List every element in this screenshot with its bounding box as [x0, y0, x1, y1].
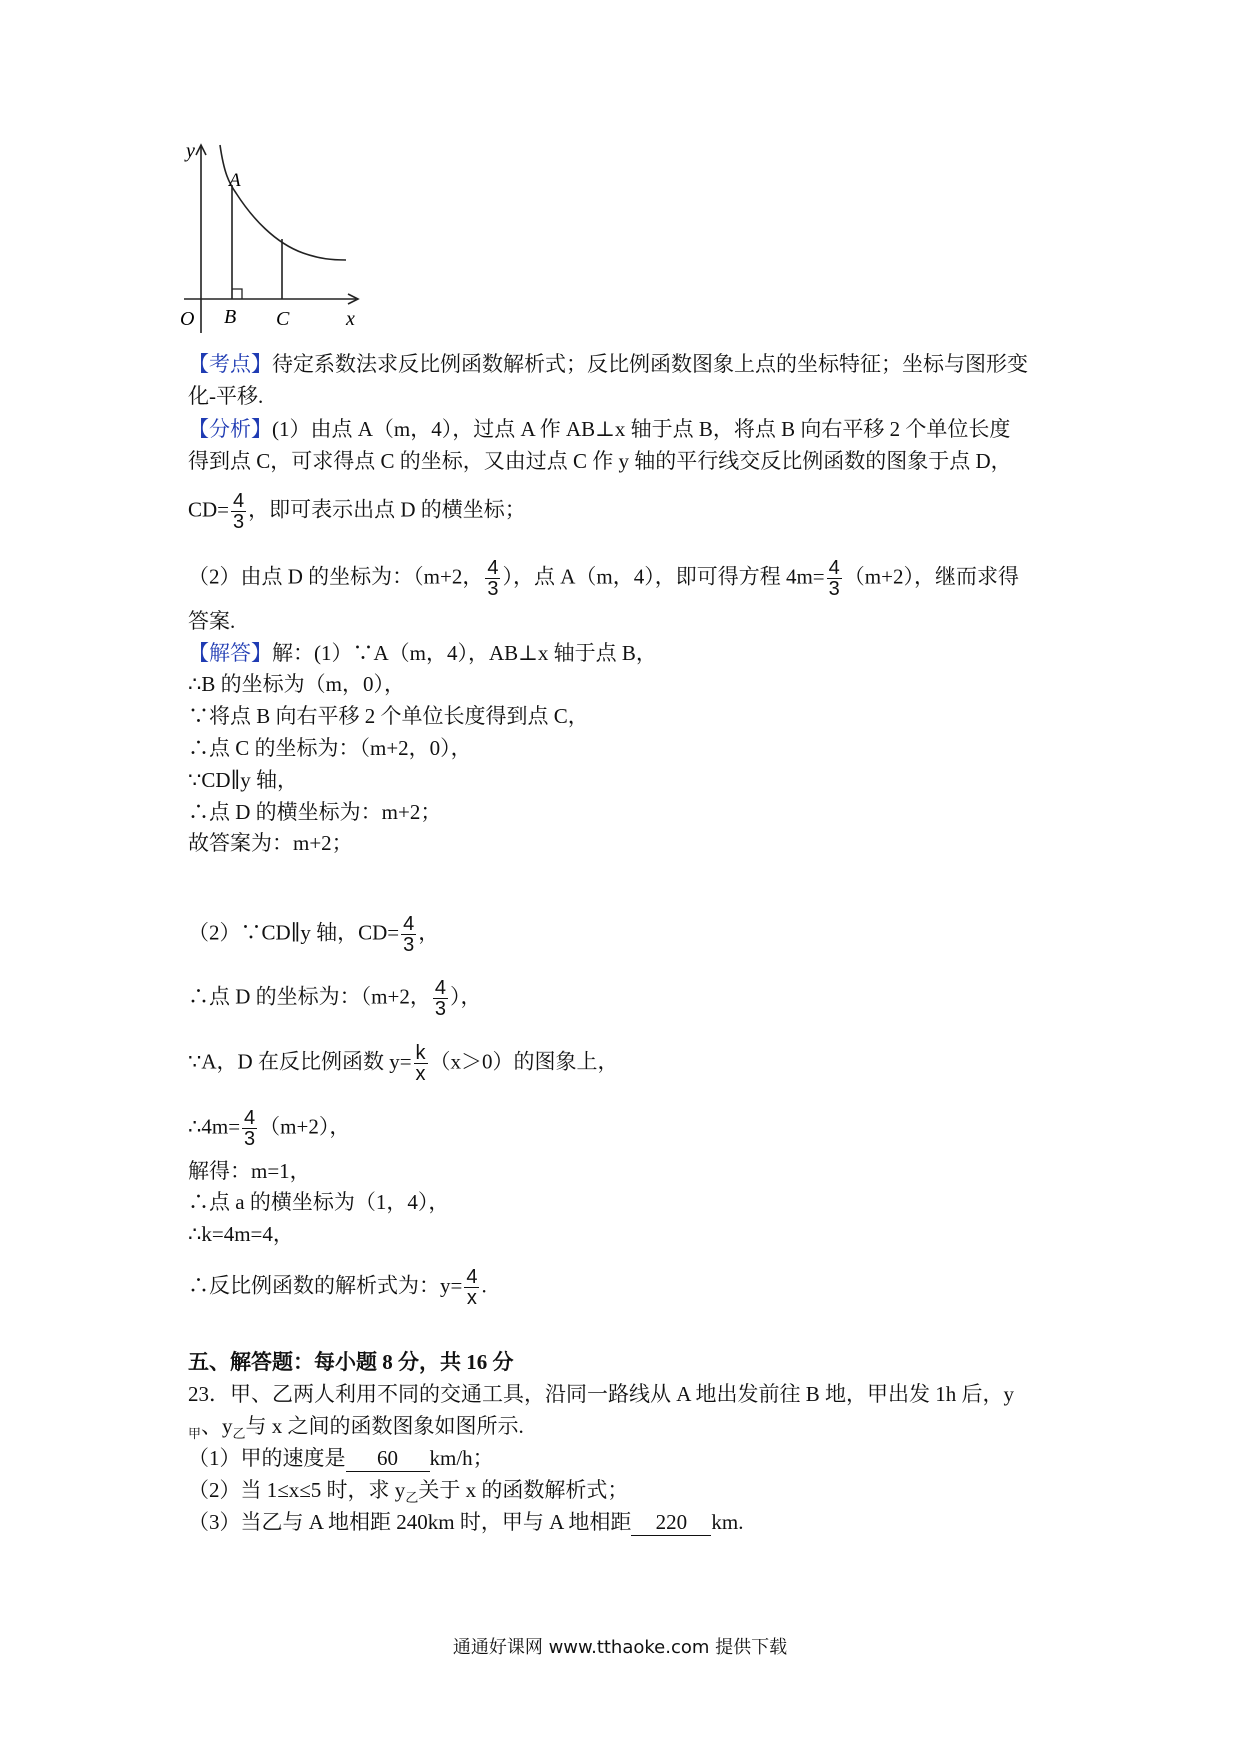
- text: 与 x 之间的函数图象如图所示.: [245, 1414, 524, 1438]
- label-o: O: [180, 308, 195, 330]
- numerator: 4: [403, 913, 415, 935]
- fraction: [414, 1043, 428, 1084]
- denominator: 3: [487, 578, 499, 600]
- text: ∴点 D 的坐标为：（m+2，: [188, 984, 431, 1009]
- text: （m+2），继而求得: [843, 564, 1019, 589]
- jieda-p2-line-6: ∴点 a 的横坐标为（1，4），: [188, 1190, 450, 1214]
- text: （2）由点 D 的坐标为：（m+2，: [188, 564, 484, 589]
- text: 、y: [201, 1414, 233, 1438]
- text: CD=: [188, 497, 230, 522]
- jieda-tag: 【解答】: [188, 641, 272, 665]
- denominator: x: [466, 1287, 477, 1309]
- numerator: k: [415, 1042, 426, 1064]
- fenxi-text-1: (1）由点 A（m，4），过点 A 作 AB⊥x 轴于点 B，将点 B 向右平移 2 个单位长度: [272, 417, 1011, 441]
- section5-heading: 五、解答题：每小题 8 分，共 16 分: [188, 1350, 514, 1374]
- denominator: 3: [828, 578, 840, 600]
- fraction: [485, 558, 500, 599]
- fenxi-line-5: 答案.: [188, 609, 236, 633]
- q23-line-2: [188, 1413, 524, 1447]
- numerator: 4: [434, 977, 446, 999]
- subscript: 乙: [405, 1490, 419, 1505]
- kaodian-tag: 【考点】: [188, 352, 272, 376]
- q23-line-1: 23．甲、乙两人利用不同的交通工具，沿同一路线从 A 地出发前往 B 地，甲出发 1h 后，y: [188, 1382, 1015, 1406]
- text: ，: [418, 920, 440, 945]
- subscript: 乙: [232, 1426, 246, 1441]
- jieda-line-6: ∴点 D 的横坐标为：m+2；: [188, 800, 442, 824]
- jieda-line-1: [188, 640, 657, 666]
- jieda-p2-line-8: [188, 1267, 487, 1308]
- q23-part-1: [188, 1445, 494, 1472]
- jieda-p2-line-2: [188, 978, 481, 1019]
- fraction: [433, 978, 448, 1019]
- denominator: 3: [434, 998, 446, 1020]
- jieda-p2-line-4: [188, 1108, 350, 1149]
- text: ∴4m=: [188, 1114, 241, 1139]
- jieda-line-3: ∵将点 B 向右平移 2 个单位长度得到点 C，: [188, 704, 589, 728]
- text: （x＞0）的图象上，: [429, 1049, 619, 1074]
- answer-blank-1: 60: [346, 1445, 430, 1472]
- q23-part-3: [188, 1509, 743, 1536]
- text: （m+2），: [259, 1114, 351, 1139]
- text: km/h；: [429, 1446, 494, 1470]
- label-c: C: [276, 308, 290, 330]
- fraction: [464, 1267, 479, 1308]
- jieda-p2-line-3: [188, 1043, 619, 1084]
- fenxi-line-4: [188, 558, 1019, 599]
- label-y: y: [186, 143, 195, 162]
- subscript: 甲: [188, 1426, 202, 1441]
- numerator: 4: [233, 490, 245, 512]
- fenxi-line-1: [188, 416, 1010, 442]
- jieda-line-2: ∴B 的坐标为（m，0），: [188, 672, 405, 696]
- jieda-p2-line-5: 解得：m=1，: [188, 1159, 311, 1183]
- hyperbola-curve: [220, 145, 346, 260]
- fraction: [401, 914, 416, 955]
- text: 关于 x 的函数解析式；: [418, 1478, 629, 1502]
- denominator: x: [415, 1063, 426, 1085]
- text: ），: [449, 984, 482, 1009]
- hyperbola-graph: [180, 143, 410, 343]
- text: ，即可表示出点 D 的横坐标；: [248, 497, 526, 522]
- q23-part-2: [188, 1477, 628, 1511]
- denominator: 3: [403, 934, 415, 956]
- text: （1）甲的速度是: [188, 1446, 346, 1470]
- kaodian-line-1: [188, 351, 1028, 377]
- text: （2）∵CD∥y 轴，CD=: [188, 920, 400, 945]
- label-x: x: [346, 308, 355, 330]
- right-angle-mark: [232, 289, 242, 299]
- denominator: 3: [233, 511, 245, 533]
- text: ∵A，D 在反比例函数 y=: [188, 1049, 412, 1074]
- page-footer: 通通好课网 www.tthaoke.com 提供下载: [452, 1637, 788, 1658]
- label-b: B: [224, 306, 237, 328]
- fraction: [231, 491, 246, 532]
- fenxi-tag: 【分析】: [188, 417, 272, 441]
- fraction: [827, 558, 842, 599]
- jieda-p2-line-7: ∴k=4m=4，: [188, 1222, 294, 1246]
- text: km.: [711, 1510, 744, 1534]
- kaodian-text-1: 待定系数法求反比例函数解析式；反比例函数图象上点的坐标特征；坐标与图形变: [272, 352, 1028, 376]
- jieda-line-7: 故答案为：m+2；: [188, 831, 353, 855]
- numerator: 4: [466, 1266, 478, 1288]
- fraction: [242, 1108, 257, 1149]
- answer-blank-3: 220: [631, 1509, 711, 1536]
- text: ），点 A（m，4），即可得方程 4m=: [502, 564, 825, 589]
- text: （2）当 1≤x≤5 时，求 y: [188, 1478, 406, 1502]
- jieda-p2-line-1: [188, 914, 439, 955]
- numerator: 4: [487, 557, 499, 579]
- kaodian-line-2: 化-平移.: [188, 384, 264, 408]
- fenxi-line-3: [188, 491, 526, 532]
- text: （3）当乙与 A 地相距 240km 时，甲与 A 地相距: [188, 1510, 632, 1534]
- jieda-line-5: ∵CD∥y 轴，: [188, 768, 298, 792]
- label-a: A: [229, 170, 241, 191]
- denominator: 3: [244, 1128, 256, 1150]
- text: .: [481, 1273, 487, 1298]
- jieda-line-4: ∴点 C 的坐标为：（m+2，0），: [188, 736, 472, 760]
- jieda-text-1: 解：(1）∵A（m，4），AB⊥x 轴于点 B，: [272, 641, 657, 665]
- numerator: 4: [828, 557, 840, 579]
- text: ∴反比例函数的解析式为：y=: [188, 1273, 463, 1298]
- numerator: 4: [244, 1107, 256, 1129]
- fenxi-line-2: 得到点 C，可求得点 C 的坐标，又由过点 C 作 y 轴的平行线交反比例函数的图象于点 D，: [188, 449, 1012, 473]
